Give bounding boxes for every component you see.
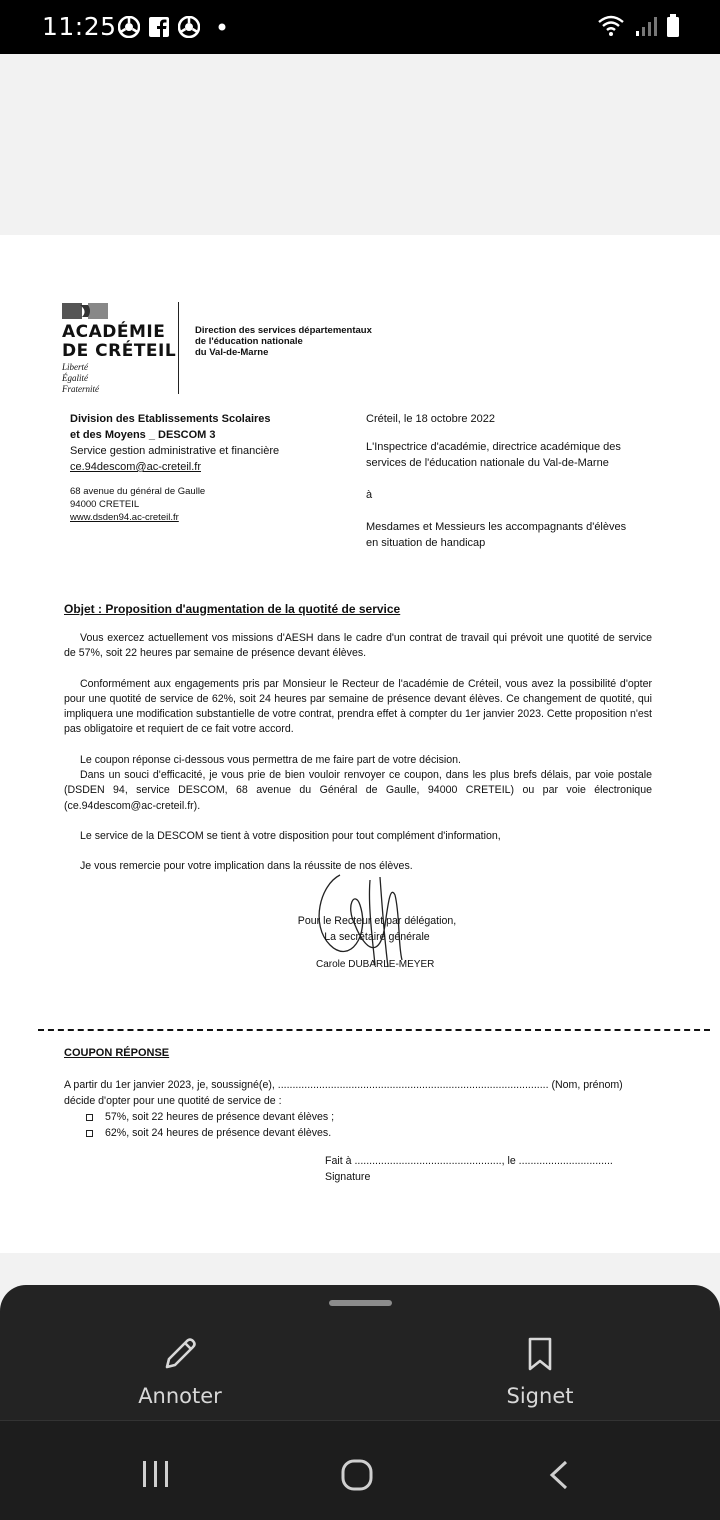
viewer-top-margin bbox=[0, 54, 720, 235]
coupon-signature-label: Signature bbox=[325, 1171, 371, 1183]
to-marker: à bbox=[366, 489, 373, 501]
bookmark-label: Signet bbox=[506, 1384, 574, 1408]
fait-line: Fait à .................................................., le ................................ bbox=[325, 1155, 613, 1167]
sender-email-link[interactable]: ce.94descom@ac-creteil.fr bbox=[70, 461, 201, 473]
paragraph-3: Le coupon réponse ci-dessous vous permettra de me faire part de votre décision. bbox=[80, 753, 461, 766]
address-line1: 68 avenue du général de Gaulle bbox=[70, 486, 206, 497]
coupon-title: COUPON RÉPONSE bbox=[64, 1047, 170, 1059]
coupon-intro: A partir du 1er janvier 2023, je, soussigné(e), ............................................................................................ (Nom, prénom) décide d'opter pour une quotité de service de : bbox=[64, 1079, 623, 1107]
marianne-logo-icon bbox=[62, 303, 108, 319]
chrome-icon bbox=[178, 16, 200, 38]
document-page[interactable] bbox=[0, 235, 720, 1253]
direction-line1: Direction des services départementaux bbox=[195, 325, 372, 336]
sender-address bbox=[70, 485, 205, 524]
wifi-icon bbox=[596, 14, 626, 38]
recent-apps-icon[interactable] bbox=[140, 1459, 172, 1489]
bookmark-icon bbox=[521, 1335, 559, 1373]
division-line2: et des Moyens _ DESCOM 3 bbox=[70, 429, 216, 441]
date-line: Créteil, le 18 octobre 2022 bbox=[366, 413, 496, 425]
bottom-action-sheet[interactable] bbox=[0, 1285, 720, 1420]
pencil-icon bbox=[161, 1335, 199, 1373]
motto-liberte: Liberté bbox=[62, 362, 88, 372]
coupon-option-57[interactable] bbox=[64, 1109, 654, 1125]
direction-line2: de l'éducation nationale bbox=[195, 336, 303, 347]
back-icon[interactable] bbox=[546, 1459, 572, 1491]
facebook-icon bbox=[148, 16, 170, 38]
option-62-label: 62%, soit 24 heures de présence devant élèves. bbox=[105, 1127, 332, 1139]
coupon-option-62[interactable] bbox=[64, 1125, 654, 1141]
academy-name-line2: DE CRÉTEIL bbox=[62, 341, 177, 361]
academy-name bbox=[62, 323, 176, 361]
option-57-label: 57%, soit 22 heures de présence devant élèves ; bbox=[105, 1111, 335, 1123]
paragraph-2: Conformément aux engagements pris par Monsieur le Recteur de l'académie de Créteil, vous avez la possibilité d'opter pour une quotité de service de 62%, soit 24 heures par semaine de présence devant élèves. Ce changement de quotité, qui impliquera une modification substantielle de votre contrat, prendra effet à compter du 1er janvier 2023. Cette proposition n'est pas obligatoire et requiert de ce fait votre accord. bbox=[64, 677, 652, 736]
paragraph-6: Je vous remercie pour votre implication dans la réussite de nos élèves. bbox=[80, 860, 413, 873]
checkbox-62[interactable] bbox=[86, 1130, 93, 1137]
checkbox-57[interactable] bbox=[86, 1114, 93, 1121]
signature-line2: La secrétaire générale bbox=[324, 931, 430, 943]
address-line2: 94000 CRETEIL bbox=[70, 499, 140, 510]
coupon-fait-block bbox=[325, 1153, 613, 1185]
status-time: 11:25 bbox=[42, 12, 117, 41]
service-line: Service gestion administrative et financière bbox=[70, 445, 280, 457]
signature-block bbox=[292, 913, 462, 945]
coupon-body bbox=[64, 1077, 654, 1141]
battery-icon bbox=[666, 14, 680, 38]
bookmark-button[interactable] bbox=[450, 1335, 630, 1408]
sender-website-link[interactable]: www.dsden94.ac-creteil.fr bbox=[70, 512, 179, 523]
recipients-line2: en situation de handicap bbox=[366, 537, 486, 549]
signatory-name: Carole DUBARLE-MEYER bbox=[316, 959, 435, 970]
system-nav-bar bbox=[0, 1420, 720, 1520]
recipients-line1: Mesdames et Messieurs les accompagnants d'élèves bbox=[366, 521, 627, 533]
annotate-label: Annoter bbox=[138, 1384, 222, 1408]
motto-fraternite: Fraternité bbox=[62, 384, 99, 394]
annotate-button[interactable] bbox=[90, 1335, 270, 1408]
direction-line3: du Val-de-Marne bbox=[195, 347, 269, 358]
motto-egalite: Égalité bbox=[62, 373, 88, 383]
from-line2: services de l'éducation nationale du Val-de-Marne bbox=[366, 457, 609, 469]
logo-divider bbox=[178, 302, 179, 394]
paragraph-4: Dans un souci d'efficacité, je vous prie de bien vouloir renvoyer ce coupon, dans les plus brefs délais, par voie postale (DSDEN 94, service DESCOM, 68 avenue du Général de Gaulle, 94000 CRETEIL) ou par voie électronique (ce.94descom@ac-creteil.fr). bbox=[64, 769, 652, 812]
status-bar bbox=[0, 0, 720, 54]
paragraph-1: Vous exercez actuellement vos missions d'AESH dans le cadre d'un contrat de travail qui prévoit une quotité de service de 57%, soit 22 heures par semaine de présence devant élèves. bbox=[64, 632, 652, 660]
academy-name-line1: ACADÉMIE bbox=[62, 322, 166, 342]
signature-line1: Pour le Recteur et par délégation, bbox=[297, 915, 457, 927]
letter-subject: Objet : Proposition d'augmentation de la quotité de service bbox=[64, 602, 401, 616]
signal-icon bbox=[634, 14, 658, 38]
home-icon[interactable] bbox=[340, 1459, 374, 1491]
dot-icon bbox=[208, 16, 230, 38]
from-line1: L'Inspectrice d'académie, directrice académique des bbox=[366, 441, 621, 453]
recipient-block bbox=[366, 411, 666, 551]
sheet-drag-handle[interactable] bbox=[329, 1300, 392, 1306]
paragraph-5: Le service de la DESCOM se tient à votre disposition pour tout complément d'information, bbox=[80, 829, 501, 842]
republic-motto bbox=[62, 362, 99, 395]
division-line1: Division des Etablissements Scolaires bbox=[70, 413, 271, 425]
direction-block bbox=[195, 325, 372, 358]
sender-block bbox=[70, 411, 330, 475]
letter-body bbox=[64, 631, 652, 875]
dashed-cut-line bbox=[38, 1029, 710, 1031]
chrome-icon bbox=[118, 16, 140, 38]
